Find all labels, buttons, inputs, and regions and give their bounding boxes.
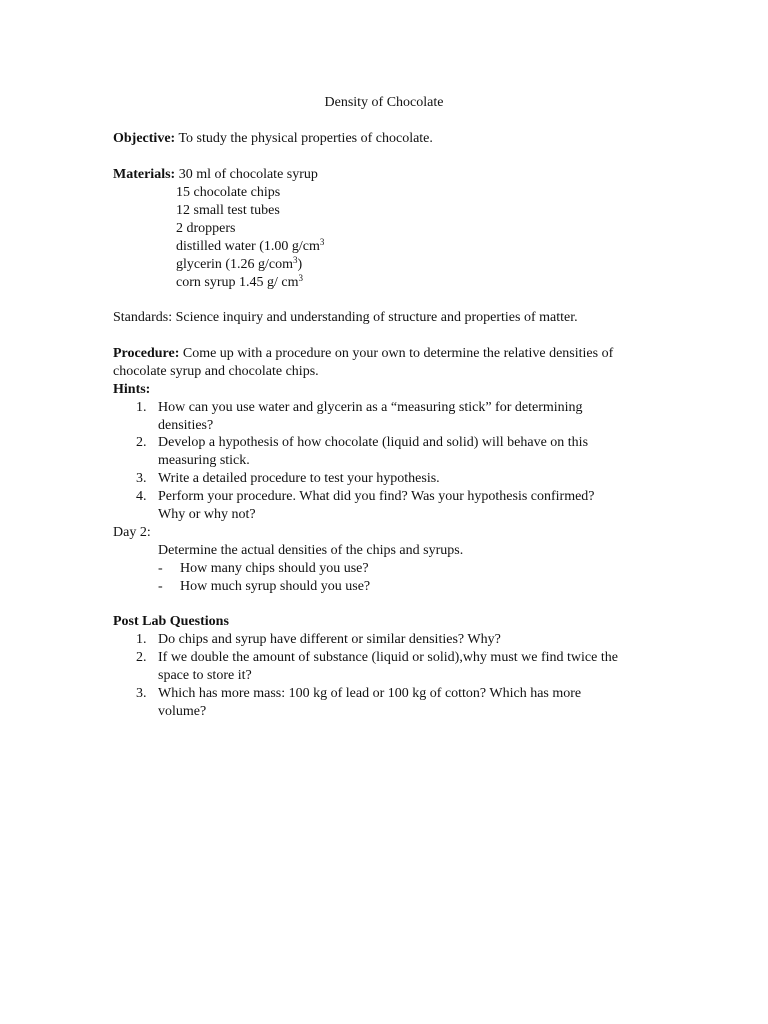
day2-text: Determine the actual densities of the chips and syrups. [158,543,464,558]
procedure-line [113,345,613,363]
objective-line [113,130,433,148]
objective-text: To study the physical properties of chocolate. [175,131,433,146]
hint-item-continued: Why or why not? [158,507,256,522]
materials-item: distilled water (1.00 $g/cm^3$ [176,237,325,254]
post-lab-question: 1. Do chips and syrup have different or similar densities? Why? [136,632,501,647]
materials-line [113,166,318,184]
objective-label: Objective: [113,131,176,146]
hint-item: 3. Write a detailed procedure to test your hypothesis. [136,471,440,486]
day2-label: Day 2: [113,525,151,540]
day2-bullet: - How many chips should you use? [158,561,369,576]
hint-item: 2. Develop a hypothesis of how chocolate (liquid and solid) will behave on this [136,435,589,450]
procedure-label: Procedure: [113,346,180,361]
post-lab-question: 2. If we double the amount of substance (liquid or solid),why must we find twice the [136,650,618,665]
materials-item: 12 small test tubes [176,203,280,218]
materials-item: 2 droppers [176,221,236,236]
procedure-text: Come up with a procedure on your own to determine the relative densities of [179,346,614,361]
hint-item: 1. How can you use water and glycerin as a “measuring stick” for determining [136,400,583,415]
materials-item: glycerin (1.26 g/com$^3$) [176,255,303,272]
hint-item-continued: densities? [158,418,214,433]
page-title: Density of Chocolate [324,95,444,110]
post-lab-heading: Post Lab Questions [113,614,229,629]
post-lab-question-continued: space to store it? [158,668,252,683]
materials-item: corn syrup 1.45 g/ $cm^3$ [176,273,303,290]
hint-item: 4. Perform your procedure. What did you find? Was your hypothesis confirmed? [136,489,595,504]
standards-line: Standards: Science inquiry and understanding of structure and properties of matter. [113,310,578,325]
post-lab-question-continued: volume? [158,704,207,719]
materials-item: 30 ml of chocolate syrup [178,167,318,182]
hint-item-continued: measuring stick. [158,453,250,468]
hints-heading: Hints: [113,382,151,397]
post-lab-question: 3. Which has more mass: 100 kg of lead or 100 kg of cotton? Which has more [136,686,582,701]
materials-item: 15 chocolate chips [176,185,281,200]
day2-bullet: - How much syrup should you use? [158,579,371,594]
materials-label: Materials: [113,167,176,182]
procedure-text-continued: chocolate syrup and chocolate chips. [113,364,319,379]
